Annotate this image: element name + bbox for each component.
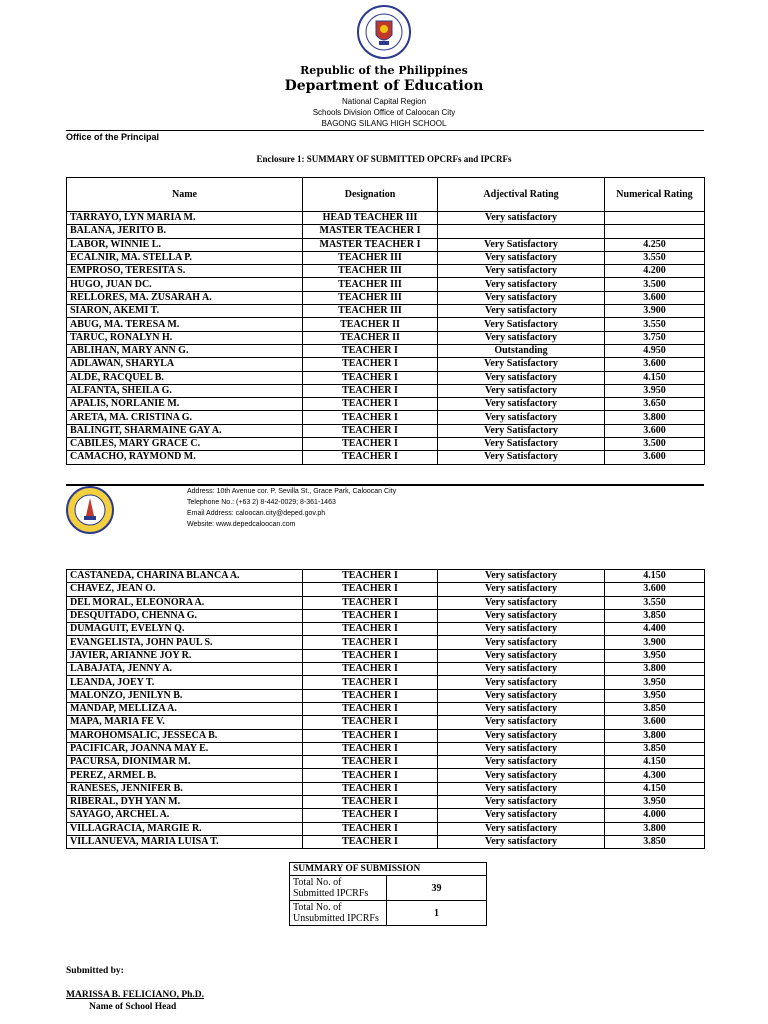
- cell-numerical-rating: 3.650: [605, 398, 705, 411]
- cell-adjectival-rating: Very satisfactory: [438, 583, 605, 596]
- cell-designation: TEACHER I: [303, 384, 438, 397]
- cell-numerical-rating: [605, 212, 705, 225]
- cell-numerical-rating: 4.150: [605, 756, 705, 769]
- school-name: BAGONG SILANG HIGH SCHOOL: [321, 119, 447, 128]
- cell-numerical-rating: 3.950: [605, 689, 705, 702]
- table-row: [67, 769, 705, 782]
- cell-adjectival-rating: Very Satisfactory: [438, 424, 605, 437]
- cell-designation: TEACHER I: [303, 835, 438, 848]
- table-row: [67, 358, 705, 371]
- table-row: [67, 609, 705, 622]
- cell-name: LEANDA, JOEY T.: [67, 676, 303, 689]
- cell-numerical-rating: 4.250: [605, 238, 705, 251]
- cell-adjectival-rating: Very satisfactory: [438, 278, 605, 291]
- table-row: [67, 331, 705, 344]
- cell-name: JAVIER, ARIANNE JOY R.: [67, 649, 303, 662]
- department-heading: Department of Education: [284, 78, 484, 94]
- cell-numerical-rating: [605, 225, 705, 238]
- cell-numerical-rating: 4.400: [605, 623, 705, 636]
- cell-designation: TEACHER III: [303, 251, 438, 264]
- table-row: [67, 384, 705, 397]
- cell-numerical-rating: 3.950: [605, 649, 705, 662]
- cell-name: BALANA, JERITO B.: [67, 225, 303, 238]
- cell-adjectival-rating: Very satisfactory: [438, 636, 605, 649]
- cell-designation: TEACHER III: [303, 265, 438, 278]
- table-row: [67, 265, 705, 278]
- cell-designation: TEACHER I: [303, 769, 438, 782]
- cell-designation: TEACHER I: [303, 809, 438, 822]
- cell-adjectival-rating: Very satisfactory: [438, 649, 605, 662]
- cell-name: ABLIHAN, MARY ANN G.: [67, 344, 303, 357]
- cell-designation: MASTER TEACHER I: [303, 238, 438, 251]
- cell-designation: TEACHER I: [303, 398, 438, 411]
- cell-name: ABUG, MA. TERESA M.: [67, 318, 303, 331]
- cell-numerical-rating: 3.600: [605, 583, 705, 596]
- cell-designation: MASTER TEACHER I: [303, 225, 438, 238]
- footer-telephone: Telephone No.: (+63 2) 8-442-0029; 8-361-1463: [187, 499, 336, 506]
- table-row: [67, 305, 705, 318]
- cell-numerical-rating: 4.300: [605, 769, 705, 782]
- cell-numerical-rating: 3.600: [605, 451, 705, 464]
- header-adjectival-rating: Adjectival Rating: [438, 178, 605, 212]
- cell-adjectival-rating: Very Satisfactory: [438, 358, 605, 371]
- enclosure-title: Enclosure 1: SUMMARY OF SUBMITTED OPCRFs and IPCRFs: [256, 154, 512, 164]
- cell-designation: TEACHER I: [303, 358, 438, 371]
- cell-name: BALINGIT, SHARMAINE GAY A.: [67, 424, 303, 437]
- unsubmitted-value: 1: [387, 901, 487, 926]
- table-row: [67, 822, 705, 835]
- cell-numerical-rating: 3.800: [605, 411, 705, 424]
- cell-designation: TEACHER I: [303, 623, 438, 636]
- cell-numerical-rating: 4.950: [605, 344, 705, 357]
- cell-adjectival-rating: [438, 225, 605, 238]
- cell-adjectival-rating: Very satisfactory: [438, 212, 605, 225]
- submitted-by-label: Submitted by:: [66, 966, 124, 976]
- cell-name: VILLAGRACIA, MARGIE R.: [67, 822, 303, 835]
- cell-name: DESQUITADO, CHENNA G.: [67, 609, 303, 622]
- cell-name: MALONZO, JENILYN B.: [67, 689, 303, 702]
- table-row: [67, 238, 705, 251]
- table-row: [67, 278, 705, 291]
- cell-designation: TEACHER II: [303, 331, 438, 344]
- table-row: [67, 398, 705, 411]
- cell-name: CHAVEZ, JEAN O.: [67, 583, 303, 596]
- cell-adjectival-rating: Very satisfactory: [438, 609, 605, 622]
- footer-email: Email Address: caloocan.city@deped.gov.ph: [187, 510, 326, 517]
- cell-numerical-rating: 3.600: [605, 291, 705, 304]
- cell-adjectival-rating: Very satisfactory: [438, 689, 605, 702]
- cell-name: EVANGELISTA, JOHN PAUL S.: [67, 636, 303, 649]
- cell-numerical-rating: 3.850: [605, 702, 705, 715]
- cell-adjectival-rating: Very satisfactory: [438, 742, 605, 755]
- cell-adjectival-rating: Very satisfactory: [438, 305, 605, 318]
- cell-adjectival-rating: Very satisfactory: [438, 251, 605, 264]
- cell-numerical-rating: 4.200: [605, 265, 705, 278]
- cell-name: ALFANTA, SHEILA G.: [67, 384, 303, 397]
- table-row: [67, 796, 705, 809]
- cell-numerical-rating: 4.150: [605, 371, 705, 384]
- table-row: [67, 742, 705, 755]
- cell-numerical-rating: 4.150: [605, 570, 705, 583]
- cell-adjectival-rating: Very satisfactory: [438, 822, 605, 835]
- cell-numerical-rating: 4.000: [605, 809, 705, 822]
- table-row: [67, 424, 705, 437]
- school-head-name: MARISSA B. FELICIANO, Ph.D.: [66, 990, 205, 1000]
- cell-designation: TEACHER I: [303, 716, 438, 729]
- cell-adjectival-rating: Very satisfactory: [438, 265, 605, 278]
- cell-adjectival-rating: Very satisfactory: [438, 570, 605, 583]
- table-row: [67, 702, 705, 715]
- table-row: [67, 809, 705, 822]
- cell-designation: TEACHER I: [303, 742, 438, 755]
- cell-name: CASTANEDA, CHARINA BLANCA A.: [67, 570, 303, 583]
- cell-designation: TEACHER I: [303, 411, 438, 424]
- cell-adjectival-rating: Outstanding: [438, 344, 605, 357]
- cell-name: DEL MORAL, ELEONORA A.: [67, 596, 303, 609]
- cell-numerical-rating: 3.550: [605, 251, 705, 264]
- cell-numerical-rating: 3.600: [605, 358, 705, 371]
- cell-numerical-rating: 3.900: [605, 636, 705, 649]
- cell-adjectival-rating: Very satisfactory: [438, 835, 605, 848]
- cell-name: SIARON, AKEMI T.: [67, 305, 303, 318]
- cell-designation: TEACHER I: [303, 676, 438, 689]
- cell-adjectival-rating: Very Satisfactory: [438, 438, 605, 451]
- cell-adjectival-rating: Very satisfactory: [438, 809, 605, 822]
- cell-name: LABAJATA, JENNY A.: [67, 663, 303, 676]
- cell-name: RELLORES, MA. ZUSARAH A.: [67, 291, 303, 304]
- footer-rule: [66, 484, 704, 486]
- cell-adjectival-rating: Very satisfactory: [438, 331, 605, 344]
- table-row: [67, 756, 705, 769]
- cell-name: VILLANUEVA, MARIA LUISA T.: [67, 835, 303, 848]
- cell-name: CAMACHO, RAYMOND M.: [67, 451, 303, 464]
- cell-name: PACURSA, DIONIMAR M.: [67, 756, 303, 769]
- table-row: [67, 623, 705, 636]
- cell-designation: TEACHER I: [303, 570, 438, 583]
- cell-adjectival-rating: Very satisfactory: [438, 676, 605, 689]
- table-row: [67, 649, 705, 662]
- cell-adjectival-rating: Very satisfactory: [438, 702, 605, 715]
- cell-designation: TEACHER I: [303, 649, 438, 662]
- cell-name: APALIS, NORLANIE M.: [67, 398, 303, 411]
- cell-designation: TEACHER II: [303, 318, 438, 331]
- sdo-caloocan-seal-logo: [66, 486, 114, 534]
- cell-numerical-rating: 3.950: [605, 676, 705, 689]
- cell-adjectival-rating: Very satisfactory: [438, 782, 605, 795]
- cell-name: PEREZ, ARMEL B.: [67, 769, 303, 782]
- header-designation: Designation: [303, 178, 438, 212]
- table-row: [67, 291, 705, 304]
- cell-name: ECALNIR, MA. STELLA P.: [67, 251, 303, 264]
- cell-adjectival-rating: Very satisfactory: [438, 796, 605, 809]
- cell-numerical-rating: 3.800: [605, 729, 705, 742]
- cell-adjectival-rating: Very satisfactory: [438, 729, 605, 742]
- cell-designation: TEACHER I: [303, 609, 438, 622]
- cell-numerical-rating: 3.850: [605, 742, 705, 755]
- cell-adjectival-rating: Very satisfactory: [438, 716, 605, 729]
- cell-name: CABILES, MARY GRACE C.: [67, 438, 303, 451]
- cell-designation: TEACHER III: [303, 291, 438, 304]
- header-numerical-rating: Numerical Rating: [605, 178, 705, 212]
- cell-numerical-rating: 3.550: [605, 596, 705, 609]
- ratings-table-page1: [66, 177, 705, 465]
- cell-adjectival-rating: Very satisfactory: [438, 384, 605, 397]
- school-head-position: Name of School Head: [89, 1002, 177, 1012]
- cell-name: RANESES, JENNIFER B.: [67, 782, 303, 795]
- table-row: [67, 251, 705, 264]
- cell-name: TARRAYO, LYN MARIA M.: [67, 212, 303, 225]
- unsubmitted-label: Total No. of Unsubmitted IPCRFs: [290, 901, 387, 926]
- republic-heading: Republic of the Philippines: [300, 64, 468, 77]
- cell-name: MAPA, MARIA FE V.: [67, 716, 303, 729]
- cell-numerical-rating: 3.550: [605, 318, 705, 331]
- cell-numerical-rating: 3.850: [605, 835, 705, 848]
- table-row: [67, 583, 705, 596]
- table-row: [67, 344, 705, 357]
- cell-numerical-rating: 3.800: [605, 822, 705, 835]
- cell-adjectival-rating: Very satisfactory: [438, 596, 605, 609]
- cell-name: EMPROSO, TERESITA S.: [67, 265, 303, 278]
- table-row: [67, 716, 705, 729]
- ratings-table-page2: [66, 569, 705, 849]
- cell-designation: TEACHER I: [303, 451, 438, 464]
- cell-designation: TEACHER I: [303, 702, 438, 715]
- cell-designation: TEACHER III: [303, 305, 438, 318]
- cell-adjectival-rating: Very satisfactory: [438, 756, 605, 769]
- cell-designation: TEACHER I: [303, 782, 438, 795]
- cell-adjectival-rating: Very Satisfactory: [438, 451, 605, 464]
- cell-name: MAROHOMSALIC, JESSECA B.: [67, 729, 303, 742]
- cell-adjectival-rating: Very Satisfactory: [438, 238, 605, 251]
- table-row: [67, 371, 705, 384]
- header-name: Name: [67, 178, 303, 212]
- cell-numerical-rating: 3.850: [605, 609, 705, 622]
- cell-name: ARETA, MA. CRISTINA G.: [67, 411, 303, 424]
- cell-name: ALDE, RACQUEL B.: [67, 371, 303, 384]
- cell-designation: TEACHER I: [303, 822, 438, 835]
- cell-adjectival-rating: Very Satisfactory: [438, 318, 605, 331]
- cell-designation: HEAD TEACHER III: [303, 212, 438, 225]
- table-row: [67, 318, 705, 331]
- cell-designation: TEACHER I: [303, 583, 438, 596]
- cell-numerical-rating: 3.800: [605, 663, 705, 676]
- table-row: [67, 451, 705, 464]
- table-row: [67, 689, 705, 702]
- division-text: Schools Division Office of Caloocan City: [312, 108, 456, 117]
- cell-designation: TEACHER III: [303, 278, 438, 291]
- cell-designation: TEACHER I: [303, 796, 438, 809]
- deped-seal-logo: [357, 5, 411, 59]
- cell-numerical-rating: 3.750: [605, 331, 705, 344]
- cell-name: TARUC, RONALYN H.: [67, 331, 303, 344]
- table-row: [67, 663, 705, 676]
- cell-name: MANDAP, MELLIZA A.: [67, 702, 303, 715]
- cell-designation: TEACHER I: [303, 689, 438, 702]
- footer-address: Address: 10th Avenue cor. P. Sevilla St., Grace Park, Caloocan City: [187, 488, 397, 495]
- table-row: [67, 835, 705, 848]
- cell-adjectival-rating: Very satisfactory: [438, 371, 605, 384]
- cell-numerical-rating: 3.600: [605, 716, 705, 729]
- table-row: [67, 782, 705, 795]
- region-text: National Capital Region: [341, 97, 427, 106]
- cell-designation: TEACHER I: [303, 663, 438, 676]
- cell-numerical-rating: 3.500: [605, 278, 705, 291]
- footer-website: Website: www.depedcaloocan.com: [187, 521, 296, 528]
- header-rule: [66, 130, 704, 131]
- table-row: [67, 225, 705, 238]
- table-row: [67, 596, 705, 609]
- cell-numerical-rating: 3.950: [605, 796, 705, 809]
- cell-designation: TEACHER I: [303, 596, 438, 609]
- table-row: [67, 636, 705, 649]
- submitted-label: Total No. of Submitted IPCRFs: [290, 876, 387, 901]
- cell-name: HUGO, JUAN DC.: [67, 278, 303, 291]
- cell-designation: TEACHER I: [303, 371, 438, 384]
- table-row: [67, 212, 705, 225]
- table-header-row: [67, 178, 705, 212]
- cell-designation: TEACHER I: [303, 438, 438, 451]
- table-row: [67, 676, 705, 689]
- cell-numerical-rating: 4.150: [605, 782, 705, 795]
- table-row: [67, 729, 705, 742]
- table-row: [67, 438, 705, 451]
- cell-numerical-rating: 3.500: [605, 438, 705, 451]
- cell-adjectival-rating: Very satisfactory: [438, 291, 605, 304]
- cell-adjectival-rating: Very satisfactory: [438, 411, 605, 424]
- summary-title: SUMMARY OF SUBMISSION: [290, 863, 487, 876]
- cell-name: DUMAGUIT, EVELYN Q.: [67, 623, 303, 636]
- cell-numerical-rating: 3.600: [605, 424, 705, 437]
- cell-adjectival-rating: Very satisfactory: [438, 663, 605, 676]
- cell-name: ADLAWAN, SHARYLA: [67, 358, 303, 371]
- office-label: Office of the Principal: [66, 132, 160, 142]
- table-row: [67, 570, 705, 583]
- cell-designation: TEACHER I: [303, 424, 438, 437]
- cell-designation: TEACHER I: [303, 756, 438, 769]
- table-row: [67, 411, 705, 424]
- cell-adjectival-rating: Very satisfactory: [438, 398, 605, 411]
- cell-name: RIBERAL, DYH YAN M.: [67, 796, 303, 809]
- submitted-value: 39: [387, 876, 487, 901]
- cell-numerical-rating: 3.900: [605, 305, 705, 318]
- cell-name: SAYAGO, ARCHEL A.: [67, 809, 303, 822]
- cell-designation: TEACHER I: [303, 636, 438, 649]
- cell-name: PACIFICAR, JOANNA MAY E.: [67, 742, 303, 755]
- summary-table: [289, 862, 487, 926]
- cell-adjectival-rating: Very satisfactory: [438, 623, 605, 636]
- cell-name: LABOR, WINNIE L.: [67, 238, 303, 251]
- cell-designation: TEACHER I: [303, 729, 438, 742]
- cell-adjectival-rating: Very satisfactory: [438, 769, 605, 782]
- cell-numerical-rating: 3.950: [605, 384, 705, 397]
- cell-designation: TEACHER I: [303, 344, 438, 357]
